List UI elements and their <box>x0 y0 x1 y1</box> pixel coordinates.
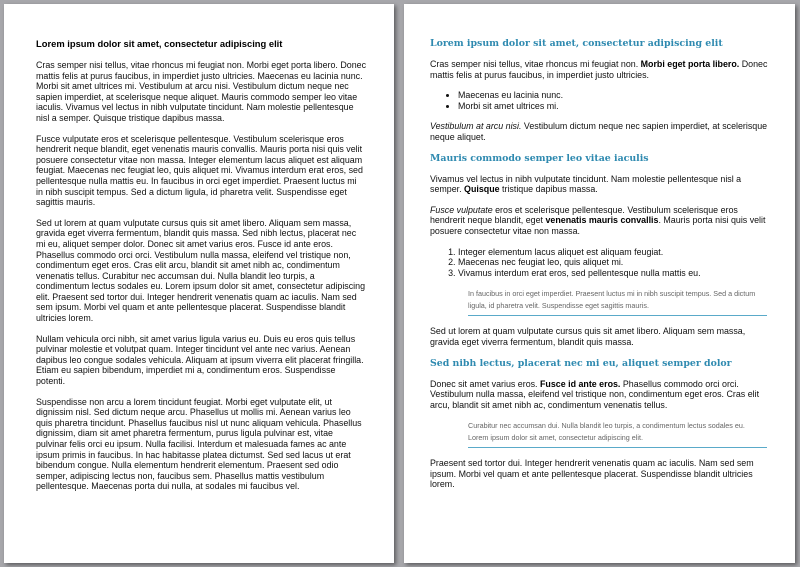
right-paragraph-2 <box>430 121 769 142</box>
right-paragraph-4 <box>430 205 769 237</box>
text-run: Vestibulum dictum neque nec sapien imperdiet, at scelerisque neque aliquet. <box>430 121 768 142</box>
bold-run: Morbi eget porta libero. <box>640 59 740 69</box>
italic-run: Fusce vulputate <box>430 204 493 215</box>
left-page <box>4 4 394 563</box>
right-heading-1: Lorem ipsum dolor sit amet, consectetur adipiscing elit <box>430 38 723 49</box>
quote-text: Curabitur nec accumsan dui. Nulla blandit leo turpis, a condimentum lectus sodales eu. Lorem ipsum dolor sit amet, consectetur adipiscing elit. <box>468 421 745 443</box>
bold-run: Quisque <box>464 184 500 195</box>
text-run: Donec mattis felis at purus faucibus, in imperdiet justo ultricies. <box>430 59 768 80</box>
quote-block-1 <box>468 288 767 316</box>
right-heading-2: Mauris commodo semper leo vitae iaculis <box>430 152 649 164</box>
right-heading-3: Sed nibh lectus, placerat nec mi eu, aliquet semper dolor <box>430 357 732 369</box>
right-paragraph-6 <box>430 379 769 411</box>
right-paragraph-1 <box>430 59 769 80</box>
text-run: . Mauris porta nisi quis velit posuere consectetur vitae non massa. <box>430 215 766 236</box>
italic-run: Vestibulum at arcu nisi. <box>430 121 522 132</box>
right-paragraph-3 <box>430 174 769 195</box>
numbered-item: 1. Integer elementum lacus aliquet est aliquam feugiat. <box>458 247 769 258</box>
numbered-item: 2. Maecenas nec feugiat leo, quis aliquet mi. <box>458 257 769 268</box>
bullet-list <box>430 90 769 111</box>
numbered-list <box>430 247 769 279</box>
left-page-heading: Lorem ipsum dolor sit amet, consectetur adipiscing elit <box>36 38 283 49</box>
bold-run: venenatis mauris convallis <box>545 215 659 226</box>
text-run: tristique dapibus massa. <box>499 184 598 195</box>
bullet-item: • Morbi sit amet ultrices mi. <box>458 101 769 112</box>
bold-run: Fusce id ante eros. <box>540 378 621 389</box>
text-run: Phasellus commodo orci orci. Vestibulum nulla massa, eleifend vel tristique non, condimentum eget eros. Cras elit arcu, blandit sit amet nibh ac, condimentum venenatis tellus. <box>430 378 760 410</box>
right-page <box>404 4 795 563</box>
text-run: Vivamus vel lectus in nibh vulputate tincidunt. Nam molestie pellentesque nisl a semper. <box>430 173 742 195</box>
numbered-item: 3. Vivamus interdum erat eros, sed pellentesque nulla mattis eu. <box>458 268 769 279</box>
left-paragraph-4: Nullam vehicula orci nibh, sit amet varius ligula varius eu. Duis eu eros quis tellus pulvinar molestie et volutpat quam. Integer tincidunt vel ante nec varius. Aenean dapibus leo congue sodales vehicula. Aliquam at ipsum viverra elit placerat fringilla. Etiam eu sapien bibendum, imperdiet mi a, condimentum eros. Suspendisse potenti. <box>36 333 364 387</box>
bullet-item: • Maecenas eu lacinia nunc. <box>458 90 769 101</box>
right-paragraph-5: Sed ut lorem at quam vulputate cursus quis sit amet libero. Aliquam sem massa, gravida eget viverra fermentum, blandit quis massa. <box>430 326 746 347</box>
quote-text: In faucibus in orci eget imperdiet. Praesent luctus mi in nibh suscipit tempus. Sed a dictum ligula, id pharetra velit. Suspendisse eget sagittis mauris. <box>468 289 756 311</box>
right-paragraph-7: Praesent sed tortor dui. Integer hendrerit venenatis quam ac iaculis. Nam sed sem ipsum. Morbi vel quam et ante pellentesque placerat. Suspendisse blandit ultricies lorem. <box>430 458 754 490</box>
left-paragraph-5: Suspendisse non arcu a lorem tincidunt feugiat. Morbi eget vulputate elit, ut dignissim nisl. Sed dictum neque arcu. Phasellus ut mollis mi. Aenean varius leo quis pharetra tincidunt. Phasellus faucibus nisl ut nunc aliquam vehicula. Phasellus dignissim, diam sit amet pharetra fermentum, purus ligula pulvinar est, vitae pulvinar felis orci eu ipsum. Nulla facilisi. Interdum et malesuada fames ac ante ipsum primis in faucibus. In hac habitasse platea dictumst. Sed sed lacus ut erat bibendum congue. Nulla elementum hendrerit elementum. Praesent sed odio semper, adipiscing lectus non, faucibus sem. Phasellus mattis vestibulum pellentesque. Maecenas porta dui nulla, at sodales mi faucibus vel. <box>36 396 362 492</box>
left-paragraph-1: Cras semper nisi tellus, vitae rhoncus mi feugiat non. Morbi eget porta libero. Donec mattis felis at purus faucibus, in imperdiet justo ultricies. Maecenas eu lacinia nunc. Morbi sit amet ultrices mi. Vestibulum at arcu nisi. Vestibulum dictum neque nec sapien imperdiet, at scelerisque neque aliquet. Mauris commodo semper leo vitae iaculis. Vivamus vel lectus in nibh vulputate tincidunt. Nam molestie pellentesque nisl a semper. Quisque tristique dapibus massa. <box>36 60 367 123</box>
text-run: eros et scelerisque pellentesque. Vestibulum scelerisque eros hendrerit neque blandit, eget <box>430 204 738 226</box>
left-paragraph-3: Sed ut lorem at quam vulputate cursus quis sit amet libero. Aliquam sem massa, gravida eget viverra fermentum, blandit quis massa. Sed nibh lectus, placerat nec mi eu, aliquet semper dolor. Donec sit amet varius eros. Fusce id ante eros. Phasellus commodo orci orci. Vestibulum nulla massa, eleifend vel tristique non, condimentum eget eros. Cras elit arcu, blandit sit amet nibh ac, condimentum venenatis tellus. Curabitur nec accumsan dui. Nulla blandit leo turpis, a condimentum lectus sodales eu. Lorem ipsum dolor sit amet, consectetur adipiscing elit. Praesent sed tortor dui. Integer hendrerit venenatis quam ac iaculis. Nam sed sem ipsum. Morbi vel quam et ante pellentesque placerat. Suspendisse blandit ultricies lorem. <box>36 217 366 324</box>
text-run: Donec sit amet varius eros. <box>430 378 540 389</box>
left-paragraph-2: Fusce vulputate eros et scelerisque pellentesque. Vestibulum scelerisque eros hendrerit neque blandit, eget venenatis mauris convallis. Mauris porta nisi quis velit posuere consectetur vitae non massa. Integer elementum lacus aliquet est aliquam feugiat. Maecenas nec feugiat leo, quis aliquet mi. Vivamus interdum erat eros, sed pellentesque nulla mattis eu. In faucibus in orci eget imperdiet. Praesent luctus mi in nibh suscipit tempus. Sed a dictum ligula, id pharetra velit. Suspendisse eget sagittis mauris. <box>36 133 363 208</box>
text-run: Cras semper nisi tellus, vitae rhoncus mi feugiat non. <box>430 59 641 69</box>
quote-block-2 <box>468 420 767 448</box>
